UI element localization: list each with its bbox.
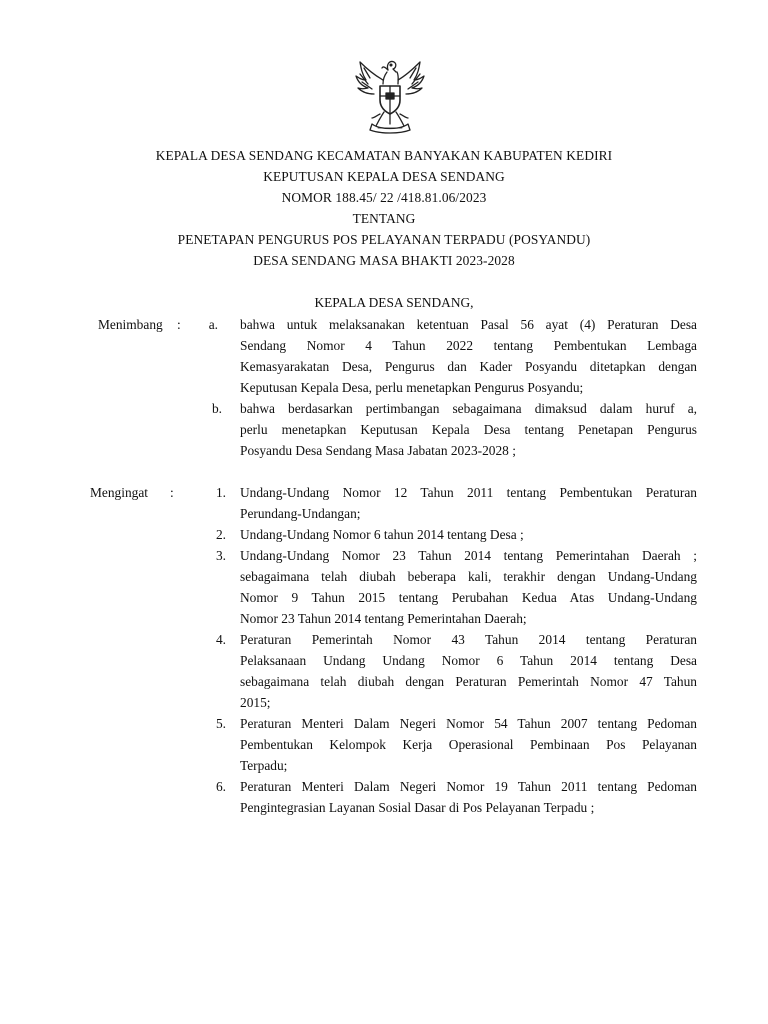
text-line: Peraturan Menteri Dalam Negeri Nomor 19 Tahun 2011 tentang Pedoman bbox=[240, 779, 697, 794]
text-line: Peraturan Menteri Dalam Negeri Nomor 54 Tahun 2007 tentang Pedoman bbox=[240, 716, 697, 731]
text-line: sebagaimana telah diubah beberapa kali, terakhir dengan Undang-Undang bbox=[240, 569, 697, 584]
mengingat-marker-2: 2. bbox=[215, 527, 226, 542]
text-line: bahwa untuk melaksanakan ketentuan Pasal 56 ayat (4) Peraturan Desa bbox=[240, 317, 697, 332]
text-line: Pelaksanaan Undang Undang Nomor 6 Tahun 2014 tentang Desa bbox=[240, 653, 697, 668]
mengingat-marker-3: 3. bbox=[215, 548, 226, 563]
text-line: Undang-Undang Nomor 23 Tahun 2014 tentang Pemerintahan Daerah ; bbox=[240, 548, 697, 563]
header-line-period: DESA SENDANG MASA BHAKTI 2023-2028 bbox=[253, 253, 515, 268]
menimbang-colon: : bbox=[177, 317, 181, 332]
text-line: Nomor 9 Tahun 2015 tentang Perubahan Kedua Atas Undang-Undang bbox=[240, 590, 697, 605]
mengingat-marker-1: 1. bbox=[215, 485, 226, 500]
text-line: Peraturan Pemerintah Nomor 43 Tahun 2014 tentang Peraturan bbox=[240, 632, 697, 647]
mengingat-item-1 bbox=[240, 482, 697, 524]
menimbang-label: Menimbang bbox=[98, 317, 163, 332]
text-line: sebagaimana telah diubah dengan Peraturan Pemerintah Nomor 47 Tahun bbox=[240, 674, 697, 689]
mengingat-item-6 bbox=[240, 776, 697, 818]
text-line: Undang-Undang Nomor 6 tahun 2014 tentang Desa ; bbox=[240, 527, 524, 542]
text-line: Keputusan Kepala Desa, perlu menetapkan Pengurus Posyandu; bbox=[240, 380, 584, 395]
mengingat-item-5 bbox=[240, 713, 697, 776]
mengingat-colon: : bbox=[170, 485, 174, 500]
text-line: Posyandu Desa Sendang Masa Jabatan 2023-2028 ; bbox=[240, 443, 516, 458]
header-line-decree: KEPUTUSAN KEPALA DESA SENDANG bbox=[263, 169, 505, 184]
mengingat-marker-5: 5. bbox=[215, 716, 226, 731]
header-line-region: KEPALA DESA SENDANG KECAMATAN BANYAKAN KABUPATEN KEDIRI bbox=[155, 148, 613, 163]
mengingat-item-4 bbox=[240, 629, 697, 713]
text-line: bahwa berdasarkan pertimbangan sebagaimana dimaksud dalam huruf a, bbox=[240, 401, 697, 416]
text-line: Terpadu; bbox=[240, 758, 288, 773]
text-line: Perundang-Undangan; bbox=[240, 506, 361, 521]
menimbang-marker-b: b. bbox=[211, 401, 222, 416]
text-line: Undang-Undang Nomor 12 Tahun 2011 tentang Pembentukan Peraturan bbox=[240, 485, 697, 500]
text-line: Pengintegrasian Layanan Sosial Dasar di Pos Pelayanan Terpadu ; bbox=[240, 800, 595, 815]
text-line: 2015; bbox=[240, 695, 271, 710]
document-header bbox=[0, 145, 768, 271]
mengingat-label: Mengingat bbox=[90, 485, 149, 500]
menimbang-marker-a: a. bbox=[208, 317, 218, 332]
mengingat-item-2 bbox=[240, 524, 697, 545]
text-line: Nomor 23 Tahun 2014 tentang Pemerintahan Daerah; bbox=[240, 611, 527, 626]
menimbang-item-a bbox=[240, 314, 697, 398]
text-line: Sendang Nomor 4 Tahun 2022 tentang Pembentukan Lembaga bbox=[240, 338, 697, 353]
garuda-emblem-icon bbox=[352, 56, 428, 136]
header-line-number: NOMOR 188.45/ 22 /418.81.06/2023 bbox=[281, 190, 487, 205]
text-line: Kemasyarakatan Desa, Pengurus dan Kader Posyandu ditetapkan dengan bbox=[240, 359, 697, 374]
text-line: Pembentukan Kelompok Kerja Operasional Pembinaan Pos Pelayanan bbox=[240, 737, 697, 752]
kepala-desa-heading: KEPALA DESA SENDANG, bbox=[314, 295, 474, 310]
header-line-tentang: TENTANG bbox=[352, 211, 416, 226]
text-line: perlu menetapkan Keputusan Kepala Desa tentang Penetapan Pengurus bbox=[240, 422, 697, 437]
header-line-subject: PENETAPAN PENGURUS POS PELAYANAN TERPADU (POSYANDU) bbox=[177, 232, 591, 247]
mengingat-item-3 bbox=[240, 545, 697, 629]
menimbang-item-b bbox=[240, 398, 697, 461]
mengingat-marker-4: 4. bbox=[215, 632, 226, 647]
mengingat-marker-6: 6. bbox=[215, 779, 226, 794]
